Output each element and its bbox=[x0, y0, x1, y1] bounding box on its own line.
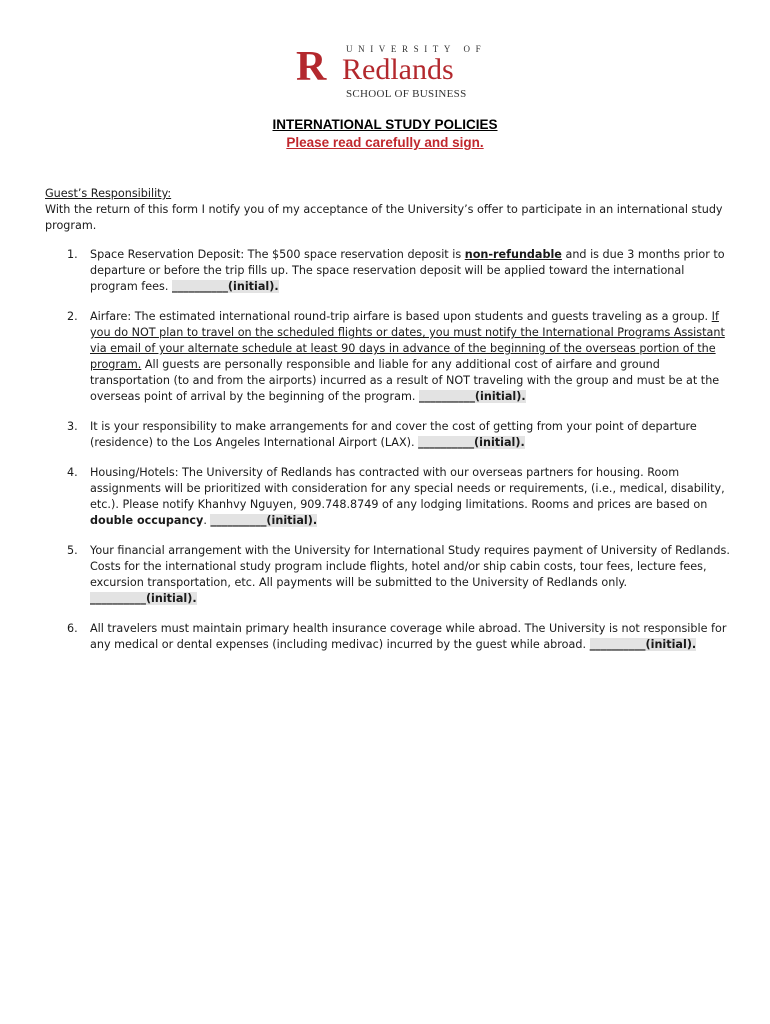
policy-item-4 bbox=[45, 465, 735, 529]
item-number: 3. bbox=[67, 420, 78, 433]
item-number: 6. bbox=[67, 622, 78, 635]
logo-name-text: Redlands bbox=[342, 53, 454, 86]
policy-item-6 bbox=[45, 621, 735, 653]
item-text: Your financial arrangement with the University for International Study requires payment of University of Redlands. Costs for the international study program include flights, hotel and/or ship cabin costs, tour fees, lecture fees, excursion transportation, etc. All payments will be submitted to the University of Redlands only. bbox=[90, 544, 730, 589]
policy-content bbox=[45, 186, 735, 667]
item-text: Space Reservation Deposit: The $500 space reservation deposit is bbox=[90, 248, 465, 261]
page-title: INTERNATIONAL STUDY POLICIES bbox=[272, 117, 498, 132]
policy-item-2 bbox=[45, 309, 735, 405]
item-text: It is your responsibility to make arrangements for and cover the cost of getting from your point of departure (residence) to the Los Angeles International Airport (LAX). bbox=[90, 420, 697, 449]
policy-item-1 bbox=[45, 247, 735, 295]
logo-mark: R bbox=[296, 44, 327, 90]
policy-list bbox=[45, 247, 735, 653]
initial-field[interactable]: __________(initial). bbox=[589, 638, 697, 651]
initial-field[interactable]: __________(initial). bbox=[418, 390, 526, 403]
item-underlined-text: If you do NOT plan to travel on the scheduled flights or dates, you must notify the International Programs Assistant via email of your alternate schedule at least 90 days in advance of the beginning of the overseas portion of the program. bbox=[90, 310, 725, 371]
policy-item-5 bbox=[45, 543, 735, 607]
item-emphasis: non-refundable bbox=[464, 248, 562, 261]
item-number: 1. bbox=[67, 248, 78, 261]
policy-item-3 bbox=[45, 419, 735, 451]
item-text: All travelers must maintain primary health insurance coverage while abroad. The University is not responsible for any medical or dental expenses (including medivac) incurred by the guest while abroad. bbox=[90, 622, 727, 651]
section-intro: With the return of this form I notify you of my acceptance of the University’s offer to participate in an international study program. bbox=[45, 203, 723, 232]
initial-field[interactable]: __________(initial). bbox=[171, 280, 279, 293]
item-text: . bbox=[203, 514, 211, 527]
item-text: and is due 3 months prior to departure or before the trip fills up. The space reservation deposit will be applied toward the international program fees. bbox=[90, 248, 725, 293]
item-number: 4. bbox=[67, 466, 78, 479]
university-logo bbox=[296, 44, 487, 104]
logo-university-text: UNIVERSITY OF bbox=[346, 44, 487, 54]
item-number: 5. bbox=[67, 544, 78, 557]
item-text: All guests are personally responsible and liable for any additional cost of airfare and ground transportation (to and from the airports) incurred as a result of NOT traveling with the group and must be at the overseas point of arrival by the beginning of the program. bbox=[90, 358, 720, 403]
item-emphasis: double occupancy bbox=[90, 514, 204, 527]
item-text: Housing/Hotels: The University of Redlands has contracted with our overseas partners for housing. Room assignments will be prioritized with consideration for any special needs or requirements, (i.e., medical, disability, etc.). Please notify Khanhvy Nguyen, 909.748.8749 of any lodging limitations. Rooms and prices are based on bbox=[90, 466, 725, 511]
page-subtitle: Please read carefully and sign. bbox=[286, 135, 484, 150]
item-number: 2. bbox=[67, 310, 78, 323]
item-text: Airfare: The estimated international round-trip airfare is based upon students and guests traveling as a group. bbox=[90, 310, 712, 323]
logo-school-text: SCHOOL OF BUSINESS bbox=[346, 88, 467, 100]
section-heading: Guest’s Responsibility: bbox=[45, 187, 172, 200]
initial-field[interactable]: __________(initial). bbox=[210, 514, 318, 527]
initial-field[interactable]: __________(initial). bbox=[418, 436, 525, 449]
initial-field[interactable]: __________(initial). bbox=[90, 592, 197, 605]
